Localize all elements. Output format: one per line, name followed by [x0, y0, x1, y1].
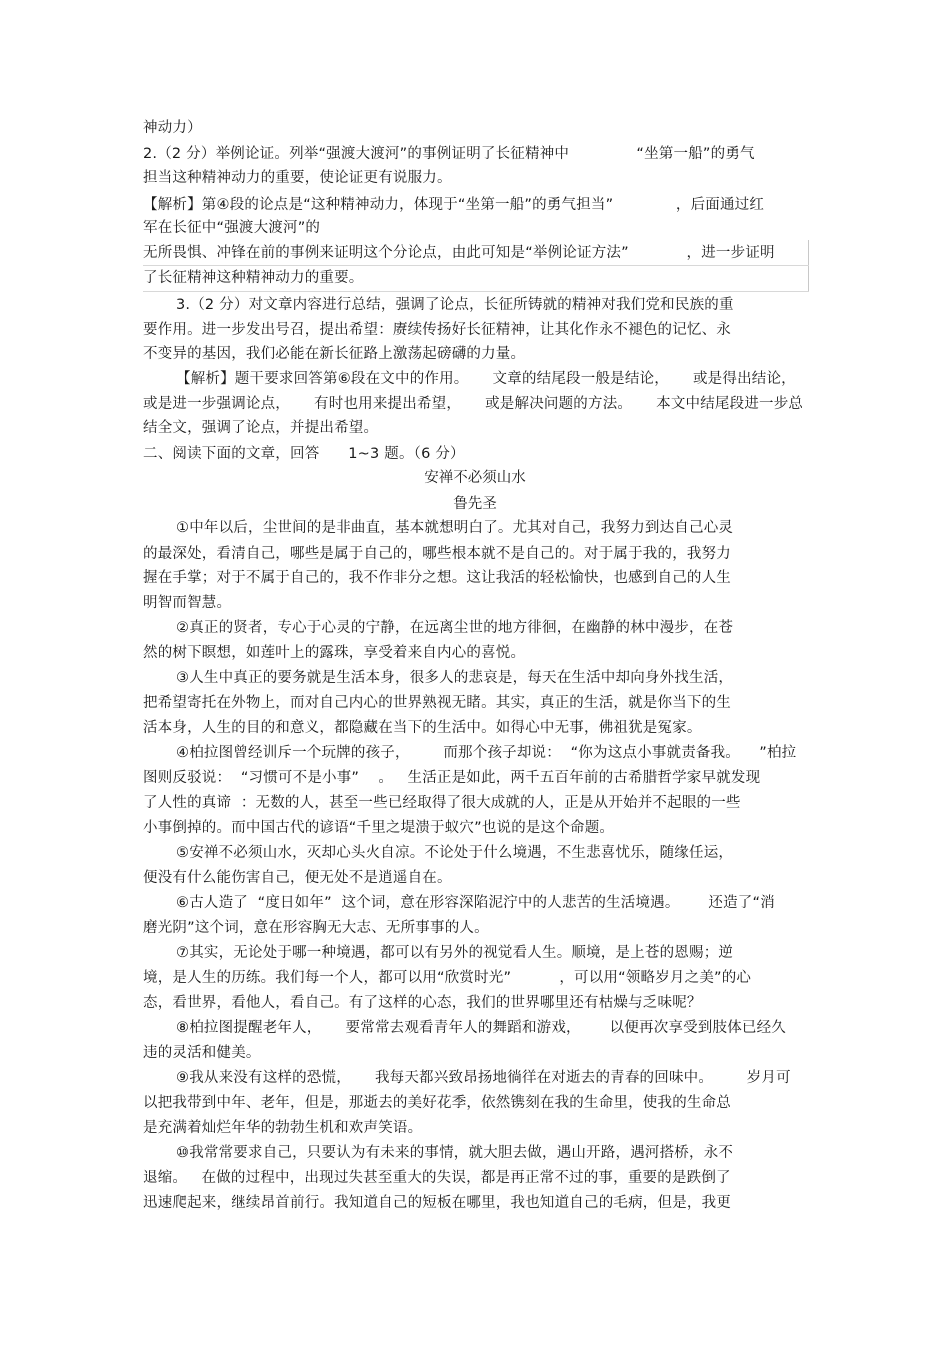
- paragraph-line: ⑧柏拉图提醒老年人， 要常常去观看青年人的舞蹈和游戏， 以便再次享受到肢体已经久: [176, 1020, 786, 1036]
- paragraph-line: ⑩我常常要求自己，只要认为有未来的事情，就大胆去做，遇山开路，遇河搭桥，永不: [176, 1145, 734, 1161]
- table-border-mid: [143, 265, 809, 266]
- paragraph-line: 的最深处，看清自己，哪些是属于自己的，哪些根本就不是自己的。对于属于我的，我努力: [143, 546, 731, 562]
- analysis-line: 【解析】题干要求回答第⑥段在文中的作用。 文章的结尾段一般是结论， 或是得出结论，: [176, 371, 796, 387]
- paragraph-line: ⑥古人造了 “度日如年” 这个词，意在形容深陷泥泞中的人悲苦的生活境遇。 还造了“消: [176, 895, 775, 911]
- table-border-bottom: [143, 291, 809, 292]
- paragraph-line: 态，看世界，看他人，看自己。有了这样的心态，我们的世界哪里还有枯燥与乏味呢？: [143, 995, 702, 1011]
- paragraph-line: 小事倒掉的。而中国古代的谚语“千里之堤溃于蚁穴”也说的是这个命题。: [143, 820, 615, 836]
- paragraph-line: 图则反驳说： “习惯可不是小事” 。 生活正是如此，两千五百年前的古希腊哲学家早就发现: [143, 770, 761, 786]
- paragraph-line: 是充满着灿烂年华的勃勃生机和欢声笑语。: [143, 1120, 423, 1136]
- answer-2-line: 2.（2 分）举例论证。列举“强渡大渡河”的事例证明了长征精神中 “坐第一船”的勇气: [143, 146, 755, 162]
- paragraph-line: 活本身，人生的目的和意义，都隐藏在当下的生活中。如得心中无事，佛祖犹是冤家。: [143, 720, 702, 736]
- text-line: 担当这种精神动力的重要，使论证更有说服力。: [143, 170, 452, 186]
- paragraph-line: 退缩。 在做的过程中，出现过失甚至重大的失误，都是再正常不过的事，重要的是跌倒了: [143, 1170, 731, 1186]
- paragraph-line: 磨光阴”这个词，意在形容胸无大志、无所事事的人。: [143, 920, 489, 936]
- paragraph-line: 便没有什么能伤害自己，便无处不是逍遥自在。: [143, 870, 452, 886]
- paragraph-line: 握在手掌；对于不属于自己的，我不作非分之想。这让我活的轻松愉快，也感到自己的人生: [143, 570, 731, 586]
- paragraph-line: 迅速爬起来，继续昂首前行。我知道自己的短板在哪里，我也知道自己的毛病，但是，我更: [143, 1195, 731, 1211]
- paragraph-line: ⑨我从来没有这样的恐慌， 我每天都兴致昂扬地徜徉在对逝去的青春的回味中。 岁月可: [176, 1070, 791, 1086]
- paragraph-line: ④柏拉图曾经训斥一个玩牌的孩子， 而那个孩子却说： “你为这点小事就责备我。 ”柏拉: [176, 745, 797, 761]
- paragraph-line: ⑦其实，无论处于哪一种境遇，都可以有另外的视觉看人生。顺境，是上苍的恩赐；逆: [176, 945, 734, 961]
- text-line: 不变异的基因，我们必能在新长征路上激荡起磅礴的力量。: [143, 346, 526, 362]
- paragraph-line: 然的树下瞑想，如莲叶上的露珠，享受着来自内心的喜悦。: [143, 645, 526, 661]
- paragraph-line: 了人性的真谛 ：无数的人，甚至一些已经取得了很大成就的人，正是从开始并不起眼的一些: [143, 795, 741, 811]
- article-author: 鲁先圣: [453, 496, 497, 512]
- paragraph-line: 明智而智慧。: [143, 595, 232, 611]
- paragraph-line: 把希望寄托在外物上，而对自己内心的世界熟视无睹。其实，真正的生活，就是你当下的生: [143, 695, 731, 711]
- paragraph-line: ②真正的贤者，专心于心灵的宁静，在远离尘世的地方徘徊，在幽静的林中漫步，在苍: [176, 620, 734, 636]
- section-heading: 二、阅读下面的文章，回答 1~3 题。（6 分）: [143, 446, 465, 462]
- paragraph-line: ①中年以后，尘世间的是非曲直，基本就想明白了。尤其对自己，我努力到达自己心灵: [176, 520, 734, 536]
- answer-3-line: 3.（2 分）对文章内容进行总结，强调了论点，长征所铸就的精神对我们党和民族的重: [176, 297, 734, 313]
- text-line: 了长征精神这种精神动力的重要。: [143, 270, 364, 286]
- table-border-right: [808, 240, 809, 292]
- text-line: 无所畏惧、冲锋在前的事例来证明这个分论点，由此可知是“举例论证方法” ，进一步证明: [143, 245, 775, 261]
- text-line: 军在长征中“强渡大渡河”的: [143, 220, 321, 236]
- text-line: 结全文，强调了论点，并提出希望。: [143, 420, 379, 436]
- text-line: 神动力）: [143, 120, 202, 136]
- paragraph-line: 以把我带到中年、老年，但是，那逝去的美好花季，依然镌刻在我的生命里，使我的生命总: [143, 1095, 731, 1111]
- paragraph-line: ⑤安禅不必须山水，灭却心头火自凉。不论处于什么境遇，不生悲喜忧乐，随缘任运，: [176, 845, 734, 861]
- paragraph-line: ③人生中真正的要务就是生活本身，很多人的悲哀是，每天在生活中却向身外找生活，: [176, 670, 734, 686]
- paragraph-line: 违的灵活和健美。: [143, 1045, 261, 1061]
- paragraph-line: 境，是人生的历练。我们每一个人，都可以用“欣赏时光” ，可以用“领略岁月之美”的心: [143, 970, 752, 986]
- article-title: 安禅不必须山水: [424, 470, 526, 486]
- text-line: 或是进一步强调论点， 有时也用来提出希望， 或是解决问题的方法。 本文中结尾段进一步总: [143, 396, 804, 412]
- analysis-line: 【解析】第④段的论点是“这种精神动力，体现于“坐第一船”的勇气担当” ，后面通过红: [143, 197, 765, 213]
- text-line: 要作用。进一步发出号召，提出希望：赓续传扬好长征精神，让其化作永不褪色的记忆、永: [143, 322, 731, 338]
